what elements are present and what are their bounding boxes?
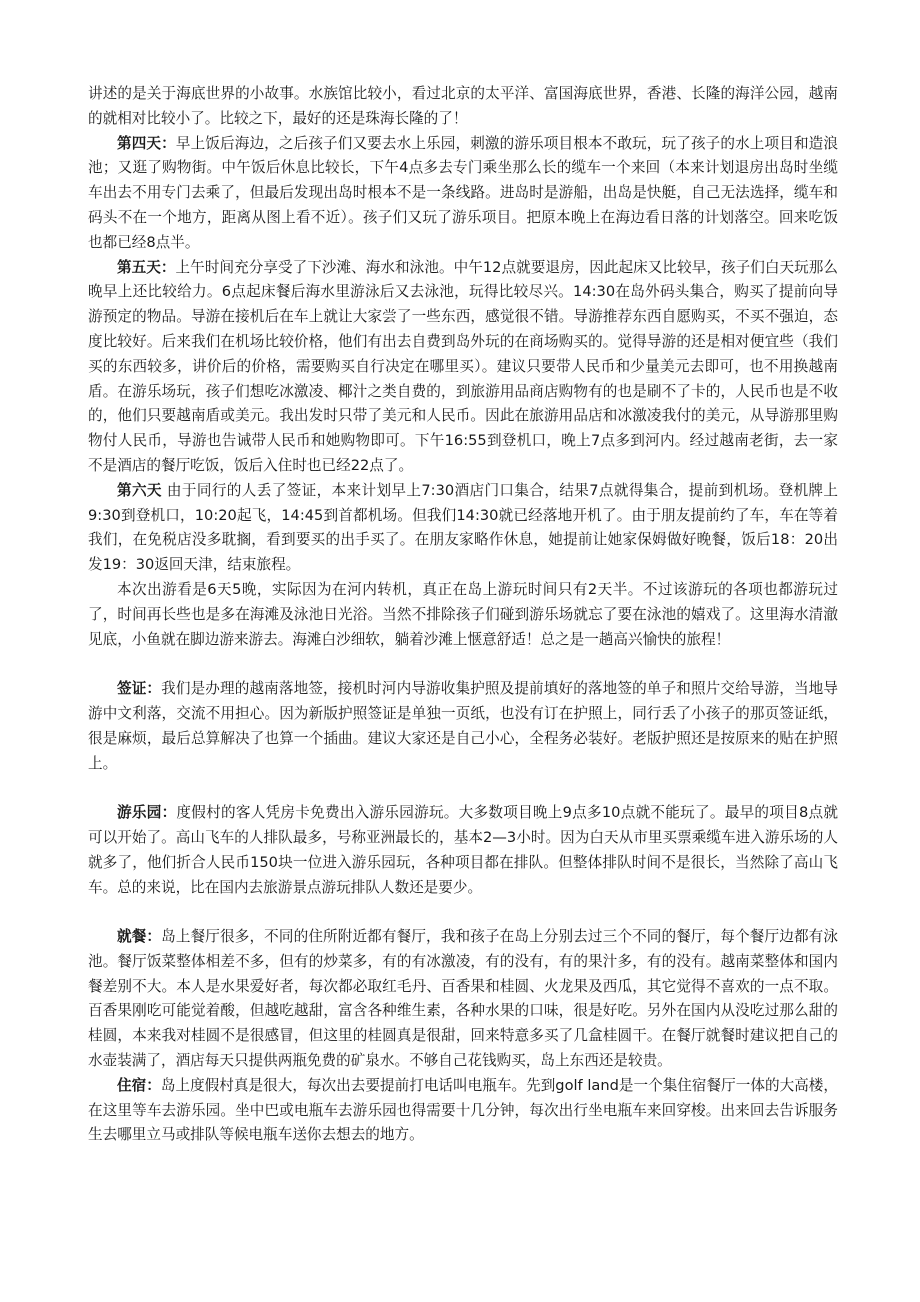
paragraph-day-five (88, 256, 838, 479)
paragraph-heading: 第四天： (117, 134, 176, 152)
blank-line (88, 776, 838, 801)
paragraph-dining (88, 925, 838, 1074)
paragraph-summary (88, 578, 838, 652)
paragraph-text: 我们是办理的越南落地签，接机时河内导游收集护照及提前填好的落地签的单子和照片交给导游，当地导游中文利落，交流不用担心。因为新版护照签证是单独一页纸，也没有订在护照上，同行丢了小孩子的那页签证纸，很是麻烦，最后总算解决了也算一个插曲。建议大家还是自己小心，全程务必装好。老版护照还是按原来的贴在护照上。 (88, 680, 838, 772)
paragraph-accommodation (88, 1074, 838, 1148)
blank-line (88, 652, 838, 677)
paragraph-text: 岛上餐厅很多，不同的住所附近都有餐厅，我和孩子在岛上分别去过三个不同的餐厅，每个餐厅边都有泳池。餐厅饭菜整体相差不多，但有的炒菜多，有的有冰激凌，有的没有，有的果汁多，有的没有。越南菜整体和国内餐差别不大。本人是水果爱好者，每次都必取红毛丹、百香果和桂圆、火龙果及西瓜，其它觉得不喜欢的一点不取。百香果刚吃可能觉着酸，但越吃越甜，富含各种维生素，各种水果的口味，很是好吃。另外在国内从没吃过那么甜的桂圆，本来我对桂圆不是很感冒，但这里的桂圆真是很甜，回来特意多买了几盒桂圆干。在餐厅就餐时建议把自己的水壶装满了，酒店每天只提供两瓶免费的矿泉水。不够自己花钱购买，岛上东西还是较贵。 (88, 928, 838, 1070)
paragraph-heading: 第六天 (117, 481, 162, 499)
paragraph-heading: 就餐： (117, 928, 162, 946)
paragraph-heading: 签证： (117, 680, 162, 698)
paragraph-text: 本次出游看是6天5晚，实际因为在河内转机，真正在岛上游玩时间只有2天半。不过该游玩的各项也都游玩过了，时间再长些也是多在海滩及泳池日光浴。当然不排除孩子们碰到游乐场就忘了要在泳池的嬉戏了。这里海水清澈见底，小鱼就在脚边游来游去。海滩白沙细软，躺着沙滩上惬意舒适！总之是一趟高兴愉快的旅程！ (88, 580, 838, 648)
paragraph-text: 由于同行的人丢了签证，本来计划早上7:30酒店门口集合，结果7点就得集合，提前到机场。登机牌上9:30到登机口，10:20起飞，14:45到首都机场。但我们14:30就已经落地开机了。由于朋友提前约了车，车在等着我们，在免税店没多耽搁，看到要买的出手买了。在朋友家略作休息，她提前让她家保姆做好晚餐，饭后18：20出发19：30返回天津，结束旅程。 (88, 481, 838, 574)
document-page (88, 82, 838, 1148)
paragraph-heading: 住宿： (117, 1076, 161, 1094)
blank-line (88, 900, 838, 925)
paragraph-amusement-park (88, 801, 838, 900)
paragraph-heading: 第五天： (117, 258, 176, 276)
paragraph-text: 早上饭后海边，之后孩子们又要去水上乐园，刺激的游乐项目根本不敢玩，玩了孩子的水上项目和造浪池；又逛了购物街。中午饭后休息比较长，下午4点多去专门乘坐那么长的缆车一个来回（本来计划退房出岛时坐缆车出去不用专门去乘了，但最后发现出岛时根本不是一条线路。进岛时是游船，出岛是快艇，自己无法选择，缆车和码头不在一个地方，距离从图上看不近）。孩子们又玩了游乐项目。把原本晚上在海边看日落的计划落空。回来吃饭也都已经8点半。 (88, 134, 838, 251)
paragraph-visa (88, 677, 838, 776)
paragraph-day-six (88, 479, 838, 578)
paragraph-aquarium-end (88, 82, 838, 132)
paragraph-heading: 游乐园： (117, 804, 177, 822)
paragraph-text: 岛上度假村真是很大，每次出去要提前打电话叫电瓶车。先到golf land是一个集住宿餐厅一体的大高楼，在这里等车去游乐园。坐中巴或电瓶车去游乐园也得需要十几分钟，每次出行坐电瓶车来回穿梭。出来回去告诉服务生去哪里立马或排队等候电瓶车送你去想去的地方。 (88, 1076, 838, 1144)
paragraph-day-four (88, 132, 838, 256)
paragraph-text: 度假村的客人凭房卡免费出入游乐园游玩。大多数项目晚上9点多10点就不能玩了。最早的项目8点就可以开始了。高山飞车的人排队最多，号称亚洲最长的，基本2—3小时。因为白天从市里买票乘缆车进入游乐场的人就多了，他们折合人民币150块一位进入游乐园玩，各种项目都在排队。但整体排队时间不是很长，当然除了高山飞车。总的来说，比在国内去旅游景点游玩排队人数还是要少。 (88, 804, 838, 896)
paragraph-text: 上午时间充分享受了下沙滩、海水和泳池。中午12点就要退房，因此起床又比较早，孩子们白天玩那么晚早上还比较给力。6点起床餐后海水里游泳后又去泳池，玩得比较尽兴。14:30在岛外码头集合，购买了提前向导游预定的物品。导游在接机后在车上就让大家尝了一些东西，感觉很不错。导游推荐东西自愿购买，不买不强迫，态度比较好。后来我们在机场比较价格，他们有出去自费到岛外玩的在商场购买的。觉得导游的还是相对便宜些（我们买的东西较多，讲价后的价格，需要购买自行决定在哪里买）。建议只要带人民币和少量美元去即可，也不用换越南盾。在游乐场玩，孩子们想吃冰激凌、椰汁之类自费的，到旅游用品商店购物有的也是刷不了卡的，人民币也是不收的，他们只要越南盾或美元。我出发时只带了美元和人民币。因此在旅游用品店和冰激凌我付的美元，从导游那里购物付人民币，导游也告诫带人民币和她购物即可。下午16:55到登机口，晚上7点多到河内。经过越南老街，去一家不是酒店的餐厅吃饭，饭后入住时也已经22点了。 (88, 258, 838, 474)
paragraph-text: 讲述的是关于海底世界的小故事。水族馆比较小，看过北京的太平洋、富国海底世界，香港、长隆的海洋公园，越南的就相对比较小了。比较之下，最好的还是珠海长隆的了！ (88, 85, 838, 127)
